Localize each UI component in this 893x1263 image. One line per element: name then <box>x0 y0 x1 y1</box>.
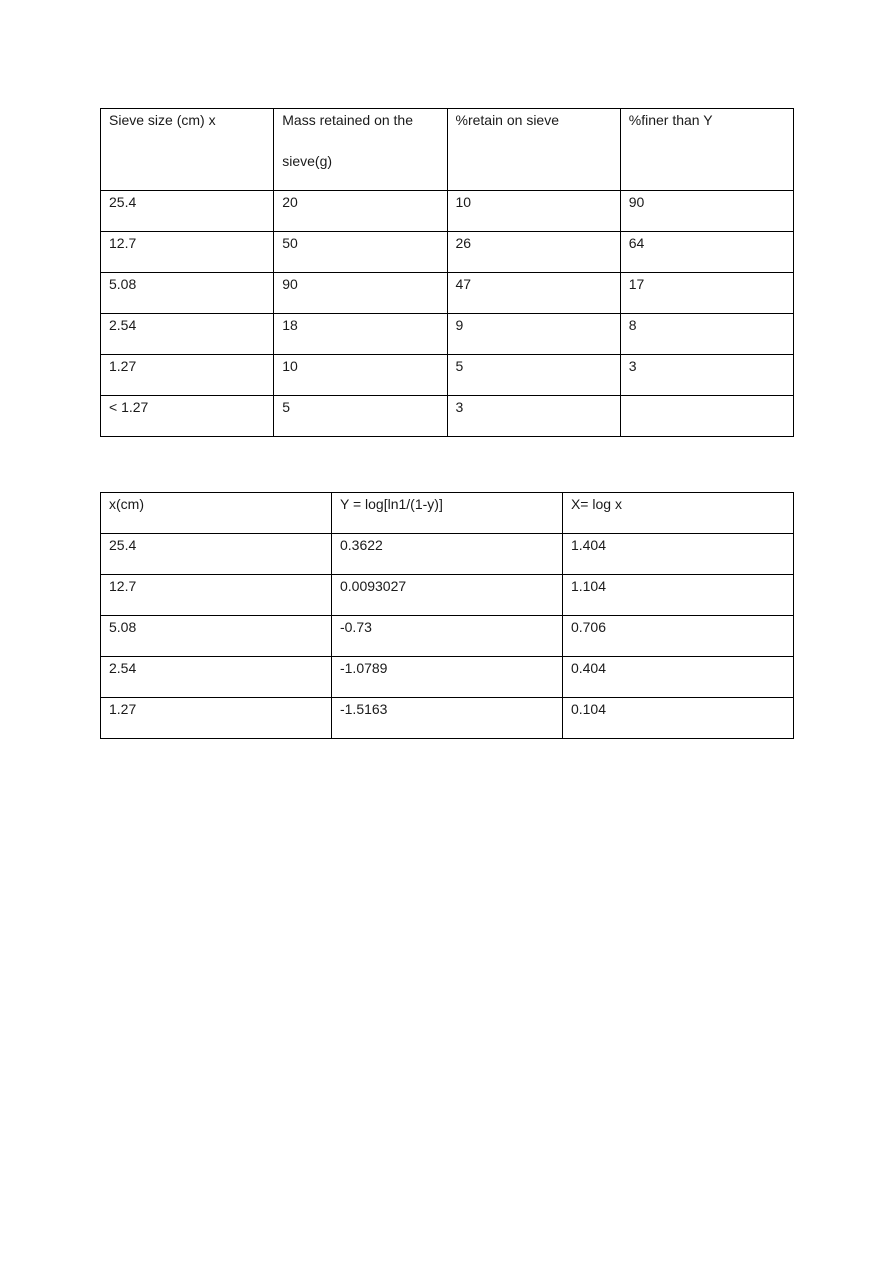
table-cell: -1.5163 <box>331 698 562 739</box>
header-cell-percent-finer <box>620 109 793 191</box>
table-cell: 5 <box>447 355 620 396</box>
table-cell: 20 <box>274 191 447 232</box>
table-cell: 12.7 <box>101 575 332 616</box>
table-cell: 18 <box>274 314 447 355</box>
header-cell-mass-retained <box>274 109 447 191</box>
table-cell: 90 <box>620 191 793 232</box>
table-cell: 10 <box>274 355 447 396</box>
table-row <box>101 191 794 232</box>
header-cell-x-cm: x(cm) <box>101 493 332 534</box>
table-cell: 5 <box>274 396 447 437</box>
table-cell: 10 <box>447 191 620 232</box>
header-cell-y-log: Y = log[ln1/(1-y)] <box>331 493 562 534</box>
table-cell: -0.73 <box>331 616 562 657</box>
table-row <box>101 698 794 739</box>
table-cell: 25.4 <box>101 191 274 232</box>
table-header-row <box>101 493 794 534</box>
table-cell: 2.54 <box>101 314 274 355</box>
header-text-line-2: sieve(g) <box>282 153 333 169</box>
header-cell-x-log: X= log x <box>562 493 793 534</box>
table-cell: 47 <box>447 273 620 314</box>
table-cell: 1.104 <box>562 575 793 616</box>
header-cell-sieve-size <box>101 109 274 191</box>
table-header-row <box>101 109 794 191</box>
table-cell: -1.0789 <box>331 657 562 698</box>
table-cell: 0.3622 <box>331 534 562 575</box>
table-cell: < 1.27 <box>101 396 274 437</box>
table-cell: 64 <box>620 232 793 273</box>
header-text-line-1: Mass retained on the <box>282 112 413 128</box>
table-row <box>101 273 794 314</box>
header-text: %retain on sieve <box>455 112 560 128</box>
table-cell: 1.27 <box>101 698 332 739</box>
table-cell: 9 <box>447 314 620 355</box>
sieve-analysis-table <box>100 108 794 437</box>
table-cell: 5.08 <box>101 273 274 314</box>
table-cell: 25.4 <box>101 534 332 575</box>
table-cell: 8 <box>620 314 793 355</box>
table-row <box>101 575 794 616</box>
table-cell: 0.104 <box>562 698 793 739</box>
table-cell: 3 <box>620 355 793 396</box>
table-cell: 0.404 <box>562 657 793 698</box>
table-row <box>101 534 794 575</box>
table-cell: 17 <box>620 273 793 314</box>
table-row <box>101 657 794 698</box>
table-cell: 0.706 <box>562 616 793 657</box>
table-row <box>101 314 794 355</box>
table-row <box>101 355 794 396</box>
table-cell: 0.0093027 <box>331 575 562 616</box>
table-cell: 26 <box>447 232 620 273</box>
header-cell-percent-retain <box>447 109 620 191</box>
header-text: Sieve size (cm) x <box>109 112 216 128</box>
table-cell: 1.404 <box>562 534 793 575</box>
table-cell: 12.7 <box>101 232 274 273</box>
table-cell: 90 <box>274 273 447 314</box>
header-text: %finer than Y <box>628 112 713 128</box>
table-cell <box>620 396 793 437</box>
table-cell: 3 <box>447 396 620 437</box>
table-cell: 50 <box>274 232 447 273</box>
table-cell: 5.08 <box>101 616 332 657</box>
table-row <box>101 616 794 657</box>
table-cell: 2.54 <box>101 657 332 698</box>
table-row <box>101 232 794 273</box>
table-cell: 1.27 <box>101 355 274 396</box>
table-row <box>101 396 794 437</box>
log-transform-table <box>100 492 794 739</box>
